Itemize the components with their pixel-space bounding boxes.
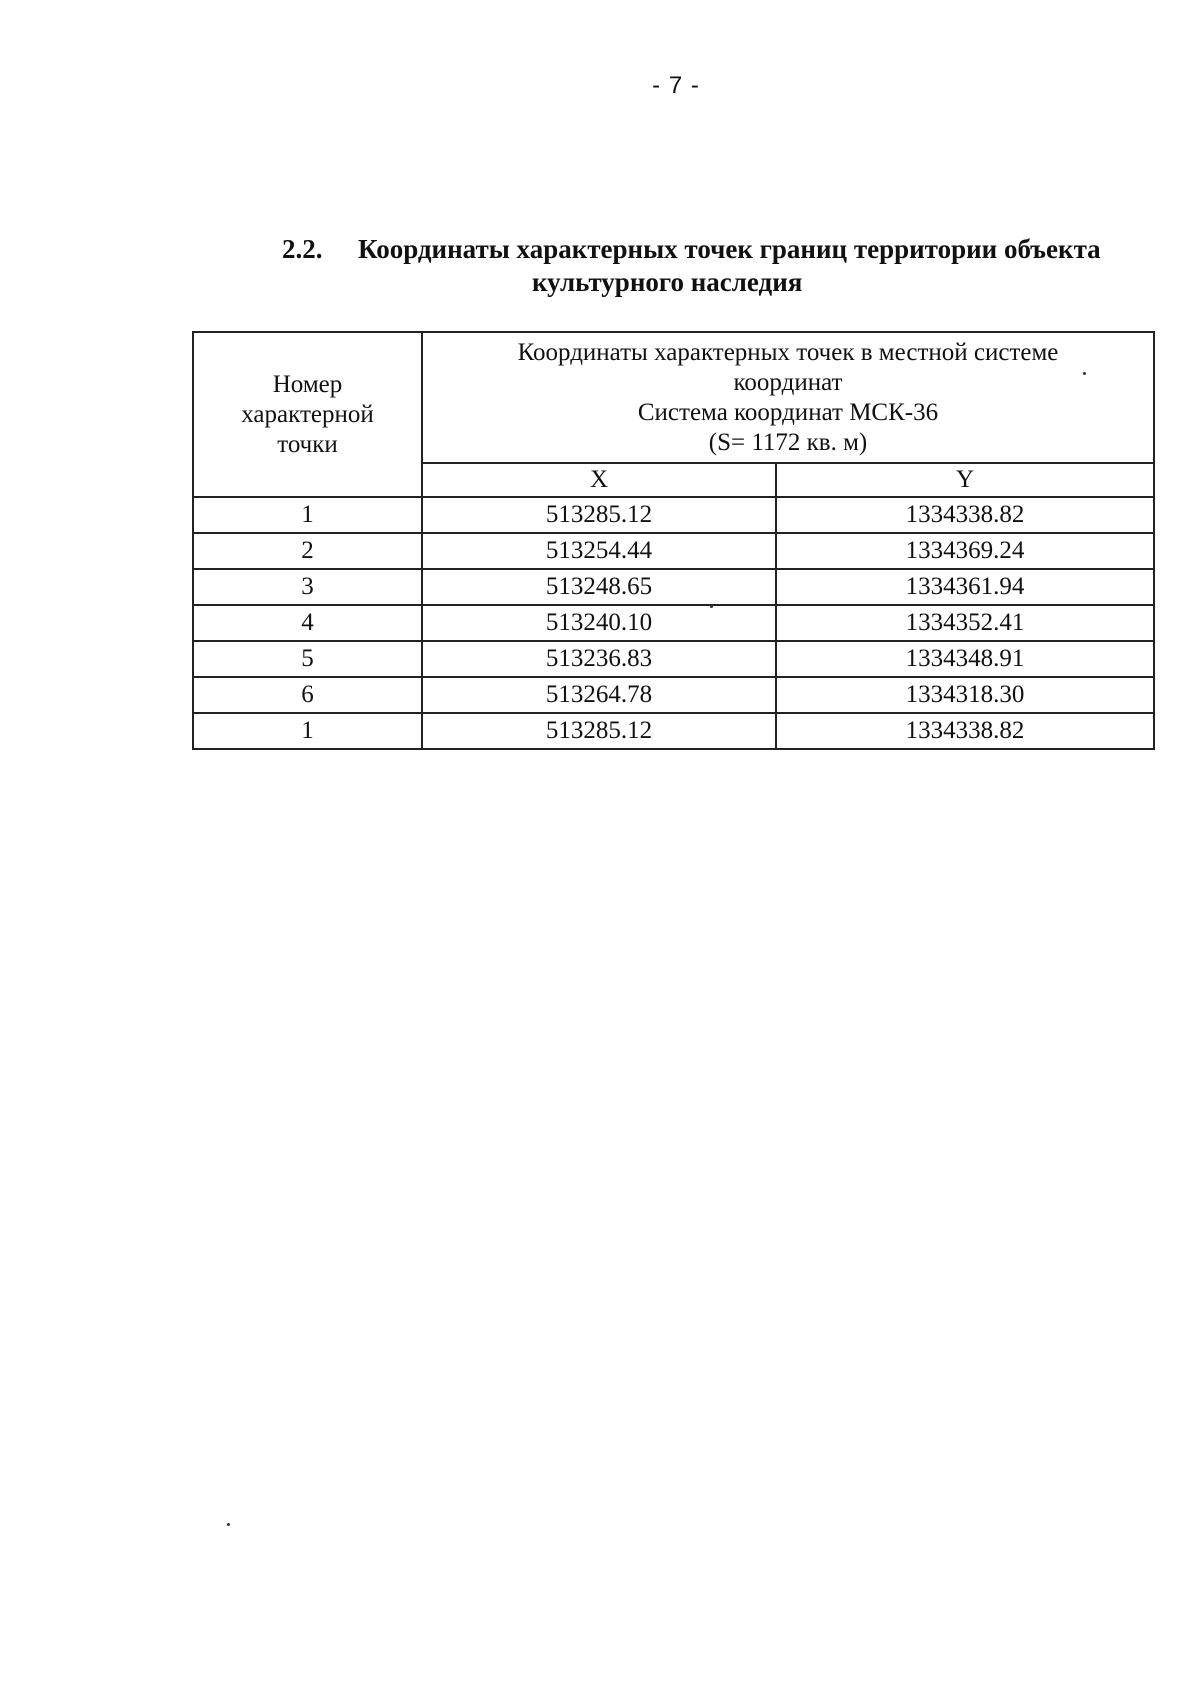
scan-speck — [227, 1523, 230, 1526]
y-coordinate-cell: 1334369.24 — [776, 533, 1154, 569]
x-column-header: X — [422, 463, 776, 497]
x-coordinate-cell: 513285.12 — [422, 497, 776, 533]
point-number-header-line: характерной — [241, 400, 374, 428]
x-coordinate-cell: 513240.10 — [422, 605, 776, 641]
y-coordinate-cell: 1334348.91 — [776, 641, 1154, 677]
y-coordinate-cell: 1334352.41 — [776, 605, 1154, 641]
table-row — [193, 713, 1154, 749]
coordinates-header-line: (S= 1172 кв. м) — [708, 428, 868, 456]
coordinates-header-line: Координаты характерных точек в местной системе — [517, 338, 1059, 366]
coordinates-header — [422, 332, 1154, 463]
scan-speck — [1083, 372, 1086, 375]
point-number-cell: 1 — [193, 713, 422, 749]
page-number: - 7 - — [652, 72, 700, 99]
y-coordinate-cell: 1334318.30 — [776, 677, 1154, 713]
section-title-line-1: Координаты характерных точек границ территории объекта — [358, 234, 1101, 264]
x-coordinate-cell: 513236.83 — [422, 641, 776, 677]
y-coordinate-cell: 1334338.82 — [776, 713, 1154, 749]
coordinates-header-line: координат — [733, 368, 843, 396]
table-row — [193, 569, 1154, 605]
point-number-header — [193, 332, 422, 497]
y-coordinate-cell: 1334338.82 — [776, 497, 1154, 533]
y-coordinate-cell: 1334361.94 — [776, 569, 1154, 605]
section-number: 2.2. — [282, 234, 323, 264]
point-number-cell: 1 — [193, 497, 422, 533]
x-coordinate-cell: 513248.65 — [422, 569, 776, 605]
point-number-cell: 6 — [193, 677, 422, 713]
coordinates-table — [192, 331, 1155, 750]
table-row — [193, 497, 1154, 533]
x-coordinate-cell: 513264.78 — [422, 677, 776, 713]
point-number-header-line: точки — [277, 430, 338, 458]
y-column-header: Y — [776, 463, 1154, 497]
scan-speck — [710, 605, 713, 608]
x-coordinate-cell: 513254.44 — [422, 533, 776, 569]
table-row — [193, 605, 1154, 641]
x-coordinate-cell: 513285.12 — [422, 713, 776, 749]
table-row — [193, 533, 1154, 569]
table-row — [193, 641, 1154, 677]
section-title-line-2: культурного наследия — [532, 267, 803, 297]
point-number-header-line: Номер — [272, 370, 343, 398]
coordinates-header-line: Система координат МСК-36 — [637, 398, 939, 426]
point-number-cell: 3 — [193, 569, 422, 605]
section-heading — [282, 233, 1162, 299]
table-row — [193, 677, 1154, 713]
point-number-cell: 4 — [193, 605, 422, 641]
point-number-cell: 5 — [193, 641, 422, 677]
point-number-cell: 2 — [193, 533, 422, 569]
